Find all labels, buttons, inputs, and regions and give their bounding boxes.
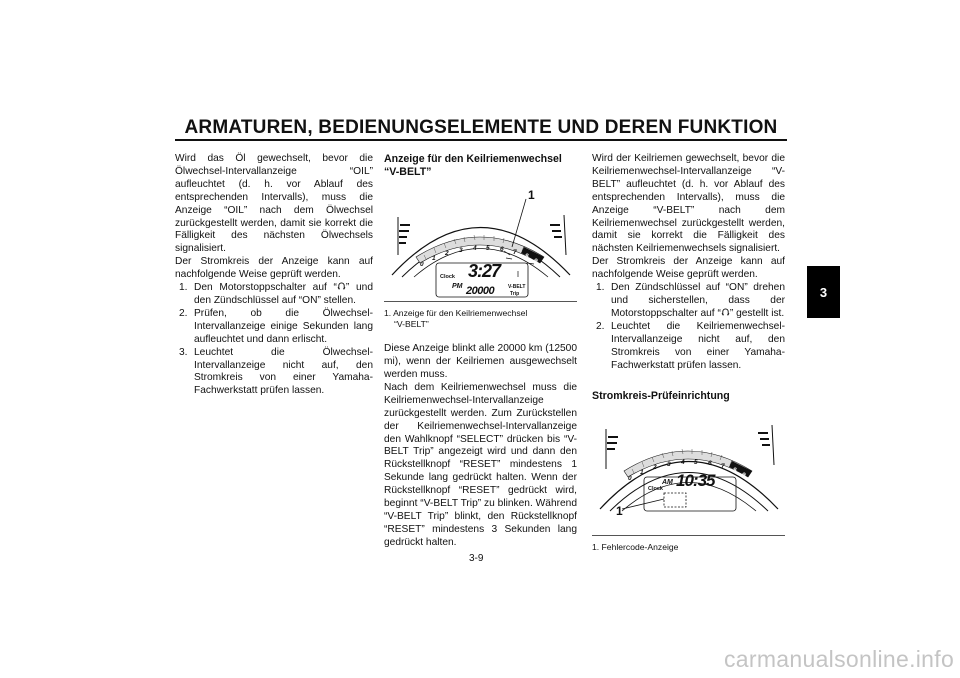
col3-steps-list	[592, 282, 785, 372]
trip-label: Trip	[510, 291, 520, 297]
circuit-check-heading: Stromkreis-Prüfeinrichtung	[592, 390, 730, 403]
vbelt-figure-caption: 1. Anzeige für den Keilriemenwechsel “V-BELT”	[384, 308, 528, 329]
col2-paragraph-1: Diese Anzeige blinkt alle 20000 km (12500 mi), wenn der Keilriemen ausgewechselt werden muss.	[384, 343, 577, 380]
list-item: 1. Den Zündschlüssel auf “ON” drehen und sicherstellen, dass der Motorstoppschalter auf “ ” gestellt ist.	[596, 282, 785, 319]
clock-readout: 10:35	[676, 471, 715, 491]
clock-readout: 3:27	[468, 261, 501, 281]
section-tab[interactable]: 3	[807, 266, 840, 318]
clock-label: Clock	[648, 486, 663, 493]
list-item: 1. Den Motorstoppschalter auf “ ” und den Zündschlüssel auf “ON” stellen.	[179, 282, 373, 306]
list-item: 3. Leuchtet die Ölwechsel-Intervallanzeige nicht auf, den Stromkreis von einer Yamaha-Fachwerkstatt prüfen lassen.	[179, 346, 373, 397]
col2-paragraph-2: Nach dem Keilriemenwechsel muss die Keilriemenwechsel-Intervallanzeige zurückgestellt werden. Zum Zurückstellen der Keilriemenwechsel-Intervallanzeige den Wahlknopf “SELECT” drücken bis “V-BELT Trip” angezeigt wird und dann den Rückstellknopf “RESET” mindestens 1 Sekunde lang gedrückt halten. Wenn der Rückstellknopf “RESET” gedrückt wird, beginnt “V-BELT Trip” zu blinken. Während “V-BELT Trip” blinkt, den Rückstellknopf “RESET” mindestens 3 Sekunden lang gedrückt halten.	[384, 381, 577, 548]
step-number: 2.	[596, 320, 605, 332]
list-item: 2. Prüfen, ob die Ölwechsel-Intervallanzeige einige Sekunden lang aufleuchtet und dann erlischt.	[179, 307, 373, 345]
step-number: 1.	[596, 282, 605, 294]
watermark: carmanualsonline.info	[724, 646, 955, 672]
header-rule	[175, 139, 787, 141]
vbelt-figure: 1 0 1 2 3 4 5 6 7 8 9 Clock PM 3:27 20000 V-BELT Trip	[384, 185, 577, 302]
col3-paragraph-2: Der Stromkreis der Anzeige kann auf nachfolgende Weise geprüft werden.	[592, 256, 785, 281]
circuit-check-figure: 1 0 1 2 3 4 5 6 7 8 9 Clock AM 10:35	[592, 419, 785, 536]
odometer-readout: 20000	[466, 285, 495, 297]
engine-stop-switch-icon	[721, 308, 730, 317]
column-2	[384, 153, 577, 550]
col1-paragraph-2: Der Stromkreis der Anzeige kann auf nachfolgende Weise geprüft werden.	[175, 256, 373, 281]
col3-paragraph-1: Wird der Keilriemen gewechselt, bevor die Keilriemenwechsel-Intervallanzeige “V-BELT” aufleuchtet (d. h. vor Ablauf des entsprechenden Intervalls), muss die Anzeige “V-BELT” nach dem Keilriemenwechsel zurückgestellt werden, damit sie korrekt die Fälligkeit des nächsten Keilriemenwechsels signalisiert.	[592, 153, 785, 255]
ampm-label: PM	[452, 283, 463, 290]
callout-number: 1	[616, 504, 623, 519]
ampm-label: AM	[662, 479, 673, 487]
page-title: ARMATUREN, BEDIENUNGSELEMENTE UND DEREN FUNKTION	[184, 117, 778, 138]
speedometer-illustration-vbelt	[384, 185, 577, 301]
column-1	[175, 153, 373, 398]
clock-label: Clock	[440, 274, 455, 280]
step-number: 2.	[179, 307, 188, 319]
step-number: 1.	[179, 282, 188, 294]
column-3	[592, 153, 785, 553]
col1-paragraph-1: Wird das Öl gewechselt, bevor die Ölwechsel-Intervallanzeige “OIL” aufleuchtet (d. h. vor Ablauf des entsprechenden Intervalls), muss die Anzeige “OIL” nach dem Ölwechsel zurückgestellt werden, damit sie korrekt die Fälligkeit des nächsten Ölwechsels signalisiert.	[175, 153, 373, 255]
engine-stop-switch-icon	[337, 282, 346, 291]
vbelt-indicator: V-BELT	[508, 284, 526, 290]
circuit-figure-caption: 1. Fehlercode-Anzeige	[592, 542, 679, 553]
callout-number: 1	[528, 188, 535, 202]
list-item: 2. Leuchtet die Keilriemenwechsel-Intervallanzeige nicht auf, den Stromkreis von einer Yamaha-Fachwerkstatt prüfen lassen.	[596, 320, 785, 371]
vbelt-heading: Anzeige für den Keilriemenwechsel “V-BELT”	[384, 153, 562, 178]
step-number: 3.	[179, 346, 188, 358]
page-number: 3-9	[469, 553, 484, 564]
col1-steps-list	[175, 282, 373, 398]
